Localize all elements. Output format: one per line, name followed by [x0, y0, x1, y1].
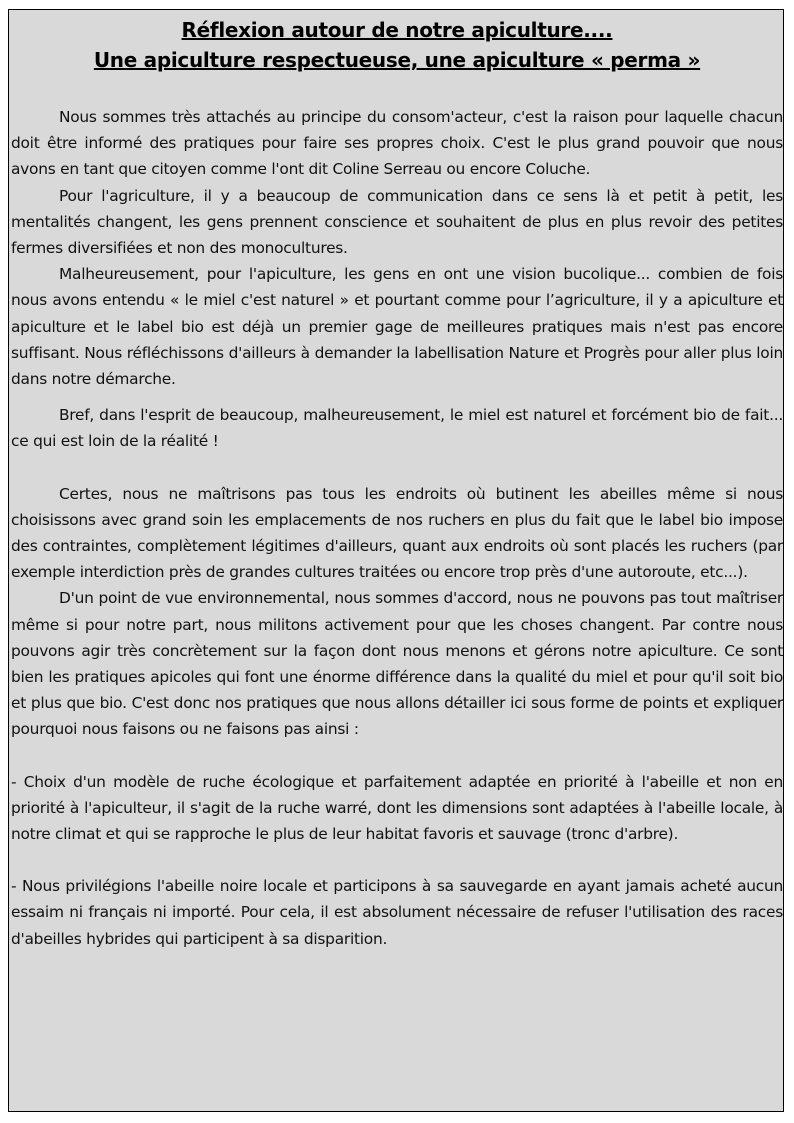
title-line-2: Une apiculture respectueuse, une apiculture « perma »: [93, 48, 701, 72]
paragraph-miel-naturel: Bref, dans l'esprit de beaucoup, malheureusement, le miel est naturel et forcément bio de fait... ce qui est loin de la réalité !: [11, 406, 783, 451]
paragraph-gap: [11, 455, 783, 481]
document-title: [9, 15, 785, 75]
paragraph-environnement: D'un point de vue environnemental, nous sommes d'accord, nous ne pouvons pas tout maîtriser même si pour notre part, nous militons activement pour que les choses changent. Par contre nous pouvons agir très concrètement sur la façon dont nous menons et gérons notre apiculture. Ce sont bien les pratiques apicoles qui font une énorme différence dans la qualité du miel et pour qu'il soit bio et plus que bio. C'est donc nos pratiques que nous allons détailler ici sous forme de points et expliquer pourquoi nous faisons ou ne faisons pas ainsi :: [11, 589, 783, 739]
paragraph-emplacements: Certes, nous ne maîtrisons pas tous les endroits où butinent les abeilles même si nous choisissons avec grand soin les emplacements de nos ruchers en plus du fait que le label bio impose des contraintes, complètement légitimes d'ailleurs, quant aux endroits où sont placés les ruchers (par exemple interdiction près de grandes cultures traitées ou encore trop près d'une autoroute, etc...).: [11, 484, 783, 582]
paragraph-agriculture: Pour l'agriculture, il y a beaucoup de communication dans ce sens là et petit à petit, les mentalités changent, les gens prennent conscience et souhaitent de plus en plus revoir des petites fermes diversifiées et non des monocultures.: [11, 186, 783, 258]
title-line-1: Réflexion autour de notre apiculture....: [181, 18, 613, 42]
paragraph-consomacteur: Nous sommes très attachés au principe du consom'acteur, c'est la raison pour laquelle chacun doit être informé des pratiques pour faire ses propres choix. C'est le plus grand pouvoir que nous avons en tant que citoyen comme l'ont dit Coline Serreau ou encore Coluche.: [11, 108, 783, 179]
paragraph-apiculture-vision: Malheureusement, pour l'apiculture, les gens en ont une vision bucolique... combien de fois nous avons entendu « le miel c'est naturel » et pourtant comme pour l’agriculture, il y a apiculture et apiculture et le label bio est déjà un premier gage de meilleures pratiques mais n'est pas encore suffisant. Nous réfléchissons d'ailleurs à demander la labellisation Nature et Progrès pour aller plus loin dans notre démarche.: [11, 265, 783, 389]
paragraph-gap: [11, 847, 783, 873]
document-body: [11, 104, 783, 952]
document-frame: [8, 9, 784, 1112]
list-item-ruche-warre: - Choix d'un modèle de ruche écologique et parfaitement adaptée en priorité à l'abeille et non en priorité à l'apiculteur, il s'agit de la ruche warré, dont les dimensions sont adaptées à l'abeille locale, à notre climat et qui se rapproche le plus de leur habitat favoris et sauvage (tronc d'arbre).: [11, 772, 783, 844]
list-item-abeille-noire: - Nous privilégions l'abeille noire locale et participons à sa sauvegarde en ayant jamais acheté aucun essaim ni français ni importé. Pour cela, il est absolument nécessaire de refuser l'utilisation des races d'abeilles hybrides qui participent à sa disparition.: [11, 877, 783, 948]
paragraph-gap: [11, 392, 783, 402]
paragraph-gap: [11, 743, 783, 769]
